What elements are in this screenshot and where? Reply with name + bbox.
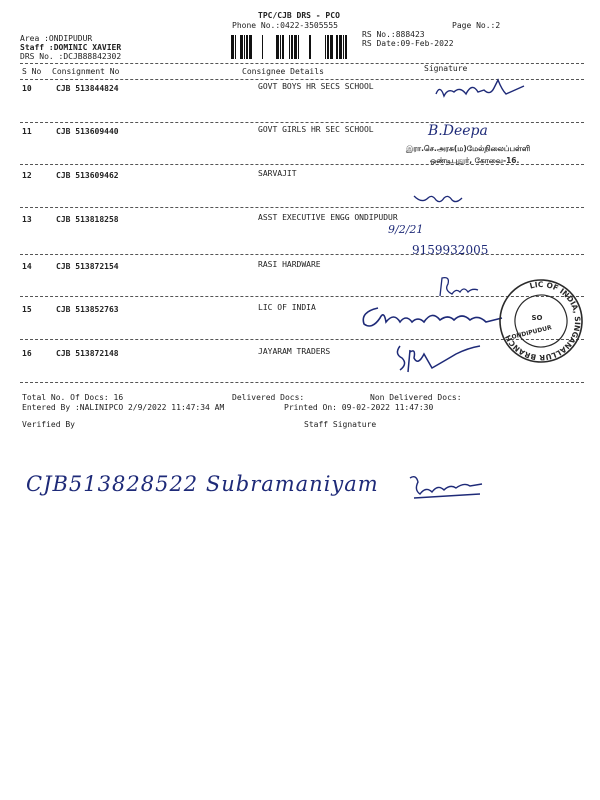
document-title: TPC/CJB DRS - PCO [258, 11, 340, 20]
barcode-bar [298, 35, 299, 59]
printed-on: Printed On: 09-02-2022 11:47:30 [284, 403, 434, 412]
row-sno: 11 [22, 127, 32, 136]
col-consignment: Consignment No [52, 67, 120, 76]
signature-row-12 [412, 190, 464, 208]
barcode-bar [330, 35, 333, 59]
header-divider [20, 63, 584, 64]
lic-office-stamp [498, 278, 584, 364]
barcode-bar [262, 35, 263, 59]
signature-row-15 [356, 298, 506, 334]
barcode-bar [280, 35, 281, 59]
signature-row-10 [432, 76, 532, 104]
row-consignment: CJB 513852763 [56, 305, 119, 314]
row-consignment: CJB 513872154 [56, 262, 119, 271]
col-signature: Signature [424, 64, 468, 73]
barcode-bar [325, 35, 326, 59]
barcode-bar [246, 35, 248, 59]
total-docs: Total No. Of Docs: 16 [22, 393, 124, 402]
barcode-bar [291, 35, 293, 59]
page-number: Page No.:2 [452, 21, 501, 30]
rs-number: RS No.:888423 [362, 30, 425, 39]
row-consignee: LIC OF INDIA [258, 303, 316, 312]
barcode-bar [244, 35, 245, 59]
date-row-13: 9/2/21 [388, 223, 424, 236]
row-consignee: SARVAJIT [258, 169, 297, 178]
stamp-place: ONDIPUDUR [510, 324, 553, 341]
row-consignee: RASI HARDWARE [258, 260, 321, 269]
drs-number: DRS No. :DCJB88842302 [20, 52, 122, 61]
row-consignee: ASST EXECUTIVE ENGG ONDIPUDUR [258, 213, 398, 222]
barcode-bar [339, 35, 342, 59]
verified-by: Verified By [22, 420, 75, 429]
row-sno: 16 [22, 349, 32, 358]
barcode [231, 35, 359, 59]
school-stamp-line1: இரா.செ.அரசு(ம)மேல்நிலைப்பள்ளி [406, 144, 531, 153]
barcode-bar [345, 35, 347, 59]
row-sno: 12 [22, 171, 32, 180]
signature-row-16 [392, 340, 488, 374]
barcode-bar [327, 35, 329, 59]
row-sno: 15 [22, 305, 32, 314]
bottom-signature [406, 472, 486, 502]
col-consignee: Consignee Details [242, 67, 324, 76]
barcode-bar [249, 35, 252, 59]
entered-by: Entered By :NALINIPCO 2/9/2022 11:47:34 AM [22, 403, 225, 412]
barcode-bar [276, 35, 279, 59]
row-consignee: GOVT BOYS HR SECS SCHOOL [258, 82, 374, 91]
row-consignment: CJB 513609462 [56, 171, 119, 180]
row-divider [20, 207, 584, 208]
row-consignment: CJB 513818258 [56, 215, 119, 224]
staff-signature: Staff Signature [304, 420, 377, 429]
area-label: Area :ONDIPUDUR [20, 34, 93, 43]
barcode-bar [235, 35, 236, 59]
staff-label: Staff :DOMINIC XAVIER [20, 43, 122, 52]
barcode-bar [240, 35, 243, 59]
signature-row-11: B.Deepa [428, 123, 488, 139]
rs-date: RS Date:09-Feb-2022 [362, 39, 454, 48]
phone-number: Phone No.:0422-3505555 [232, 21, 338, 30]
barcode-bar [282, 35, 284, 59]
barcode-bar [289, 35, 290, 59]
row-consignee: GOVT GIRLS HR SEC SCHOOL [258, 125, 374, 134]
row-divider [20, 254, 584, 255]
col-sno: S No [22, 67, 42, 76]
signature-row-14 [436, 274, 480, 300]
stamp-so: SO [531, 314, 543, 322]
row-consignment: CJB 513609440 [56, 127, 119, 136]
row-sno: 13 [22, 215, 32, 224]
delivered-docs: Delivered Docs: [232, 393, 305, 402]
row-consignment: CJB 513872148 [56, 349, 119, 358]
row-divider [20, 122, 584, 123]
school-stamp-line2: ஒண்டிபுதூர், கோவை-16. [430, 156, 520, 165]
table-end-divider [20, 382, 584, 383]
handwritten-note: CJB513828522 Subramaniyam [26, 472, 379, 496]
barcode-bar [343, 35, 344, 59]
row-consignment: CJB 513844824 [56, 84, 119, 93]
barcode-bar [231, 35, 234, 59]
row-sno: 14 [22, 262, 32, 271]
row-sno: 10 [22, 84, 32, 93]
row-consignee: JAYARAM TRADERS [258, 347, 331, 356]
non-delivered-docs: Non Delivered Docs: [370, 393, 462, 402]
stamp-outer-text: LIC OF INDIA, SINGANALLUR BRANCH [503, 279, 583, 363]
barcode-bar [309, 35, 311, 59]
barcode-bar [294, 35, 297, 59]
phone-row-13: 9159932005 [412, 243, 489, 257]
barcode-bar [336, 35, 338, 59]
